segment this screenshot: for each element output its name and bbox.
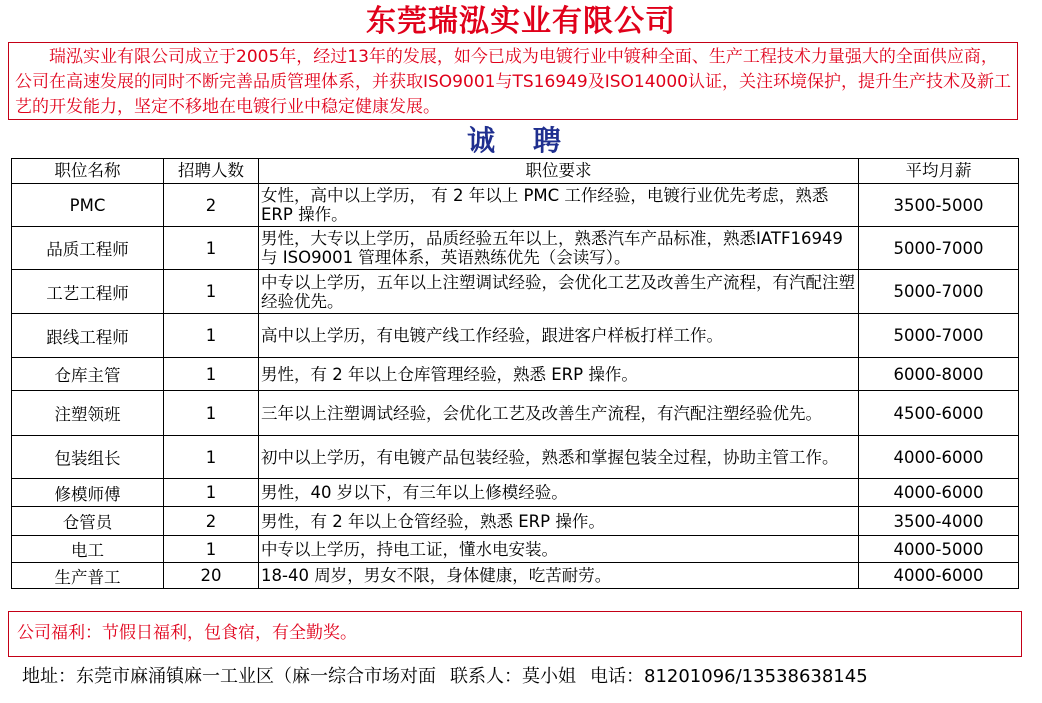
header-salary: 平均月薪 bbox=[859, 159, 1019, 184]
footer-phone: 电话：81201096/13538638145 bbox=[590, 666, 868, 687]
header-requirements: 职位要求 bbox=[259, 159, 859, 184]
job-salary: 4500-6000 bbox=[859, 391, 1019, 436]
job-title: 电工 bbox=[12, 536, 164, 563]
table-row bbox=[12, 314, 1019, 358]
job-requirements: 中专以上学历，持电工证，懂水电安装。 bbox=[259, 536, 859, 563]
job-count: 1 bbox=[164, 227, 259, 270]
job-title: PMC bbox=[12, 184, 164, 227]
job-title: 包装组长 bbox=[12, 436, 164, 479]
job-salary: 5000-7000 bbox=[859, 270, 1019, 314]
header-count: 招聘人数 bbox=[164, 159, 259, 184]
job-title: 跟线工程师 bbox=[12, 314, 164, 358]
job-title: 注塑领班 bbox=[12, 391, 164, 436]
job-requirements: 男性，大专以上学历，品质经验五年以上，熟悉汽车产品标准，熟悉IATF16949 与 ISO9001 管理体系，英语熟练优先（会读写）。 bbox=[259, 227, 859, 270]
job-count: 1 bbox=[164, 436, 259, 479]
job-salary: 5000-7000 bbox=[859, 227, 1019, 270]
job-requirements: 男性，有 2 年以上仓管经验，熟悉 ERP 操作。 bbox=[259, 507, 859, 536]
job-count: 2 bbox=[164, 184, 259, 227]
job-count: 1 bbox=[164, 314, 259, 358]
job-salary: 4000-6000 bbox=[859, 479, 1019, 507]
job-count: 2 bbox=[164, 507, 259, 536]
job-salary: 4000-6000 bbox=[859, 563, 1019, 589]
footer-contact bbox=[22, 664, 1032, 690]
table-row bbox=[12, 436, 1019, 479]
table-row bbox=[12, 227, 1019, 270]
job-title: 仓库主管 bbox=[12, 358, 164, 391]
table-row bbox=[12, 270, 1019, 314]
job-salary: 4000-6000 bbox=[859, 436, 1019, 479]
job-requirements: 中专以上学历，五年以上注塑调试经验，会优化工艺及改善生产流程，有汽配注塑经验优先。 bbox=[259, 270, 859, 314]
job-count: 1 bbox=[164, 270, 259, 314]
job-requirements: 男性，40 岁以下，有三年以上修模经验。 bbox=[259, 479, 859, 507]
table-row bbox=[12, 184, 1019, 227]
job-title: 品质工程师 bbox=[12, 227, 164, 270]
job-title: 仓管员 bbox=[12, 507, 164, 536]
job-requirements: 高中以上学历，有电镀产线工作经验，跟进客户样板打样工作。 bbox=[259, 314, 859, 358]
job-requirements: 男性，有 2 年以上仓库管理经验，熟悉 ERP 操作。 bbox=[259, 358, 859, 391]
company-title: 东莞瑞泓实业有限公司 bbox=[366, 4, 676, 39]
table-row bbox=[12, 536, 1019, 563]
recruit-heading: 诚 聘 bbox=[467, 124, 575, 157]
footer-contact-person: 联系人：莫小姐 bbox=[450, 666, 576, 687]
jobs-table bbox=[11, 158, 1019, 589]
job-count: 1 bbox=[164, 479, 259, 507]
table-row bbox=[12, 563, 1019, 589]
job-count: 1 bbox=[164, 391, 259, 436]
job-salary: 3500-5000 bbox=[859, 184, 1019, 227]
job-count: 1 bbox=[164, 536, 259, 563]
job-salary: 5000-7000 bbox=[859, 314, 1019, 358]
job-title: 生产普工 bbox=[12, 563, 164, 589]
job-count: 20 bbox=[164, 563, 259, 589]
job-title: 工艺工程师 bbox=[12, 270, 164, 314]
job-title: 修模师傅 bbox=[12, 479, 164, 507]
table-row bbox=[12, 358, 1019, 391]
table-header-row bbox=[12, 159, 1019, 184]
header-title: 职位名称 bbox=[12, 159, 164, 184]
job-count: 1 bbox=[164, 358, 259, 391]
benefits-box bbox=[8, 611, 1022, 657]
job-requirements: 初中以上学历，有电镀产品包装经验，熟悉和掌握包装全过程，协助主管工作。 bbox=[259, 436, 859, 479]
job-salary: 3500-4000 bbox=[859, 507, 1019, 536]
job-requirements: 三年以上注塑调试经验，会优化工艺及改善生产流程，有汽配注塑经验优先。 bbox=[259, 391, 859, 436]
table-row bbox=[12, 479, 1019, 507]
job-requirements: 女性，高中以上学历， 有 2 年以上 PMC 工作经验，电镀行业优先考虑，熟悉 ERP 操作。 bbox=[259, 184, 859, 227]
footer-address: 地址：东莞市麻涌镇麻一工业区（麻一综合市场对面 bbox=[22, 666, 436, 687]
job-requirements: 18-40 周岁，男女不限，身体健康，吃苦耐劳。 bbox=[259, 563, 859, 589]
job-salary: 4000-5000 bbox=[859, 536, 1019, 563]
company-intro: 瑞泓实业有限公司成立于2005年，经过13年的发展，如今已成为电镀行业中镀种全面、生产工程技术力量强大的全面供应商，公司在高速发展的同时不断完善品质管理体系，并获取ISO9001与TS16949及ISO14000认证，关注环境保护，提升生产技术及新工艺的开发能力，坚定不移地在电镀行业中稳定健康发展。 bbox=[8, 42, 1018, 120]
table-row bbox=[12, 391, 1019, 436]
benefits-text: 公司福利：节假日福利，包食宿，有全勤奖。 bbox=[17, 623, 357, 643]
table-row bbox=[12, 507, 1019, 536]
job-salary: 6000-8000 bbox=[859, 358, 1019, 391]
